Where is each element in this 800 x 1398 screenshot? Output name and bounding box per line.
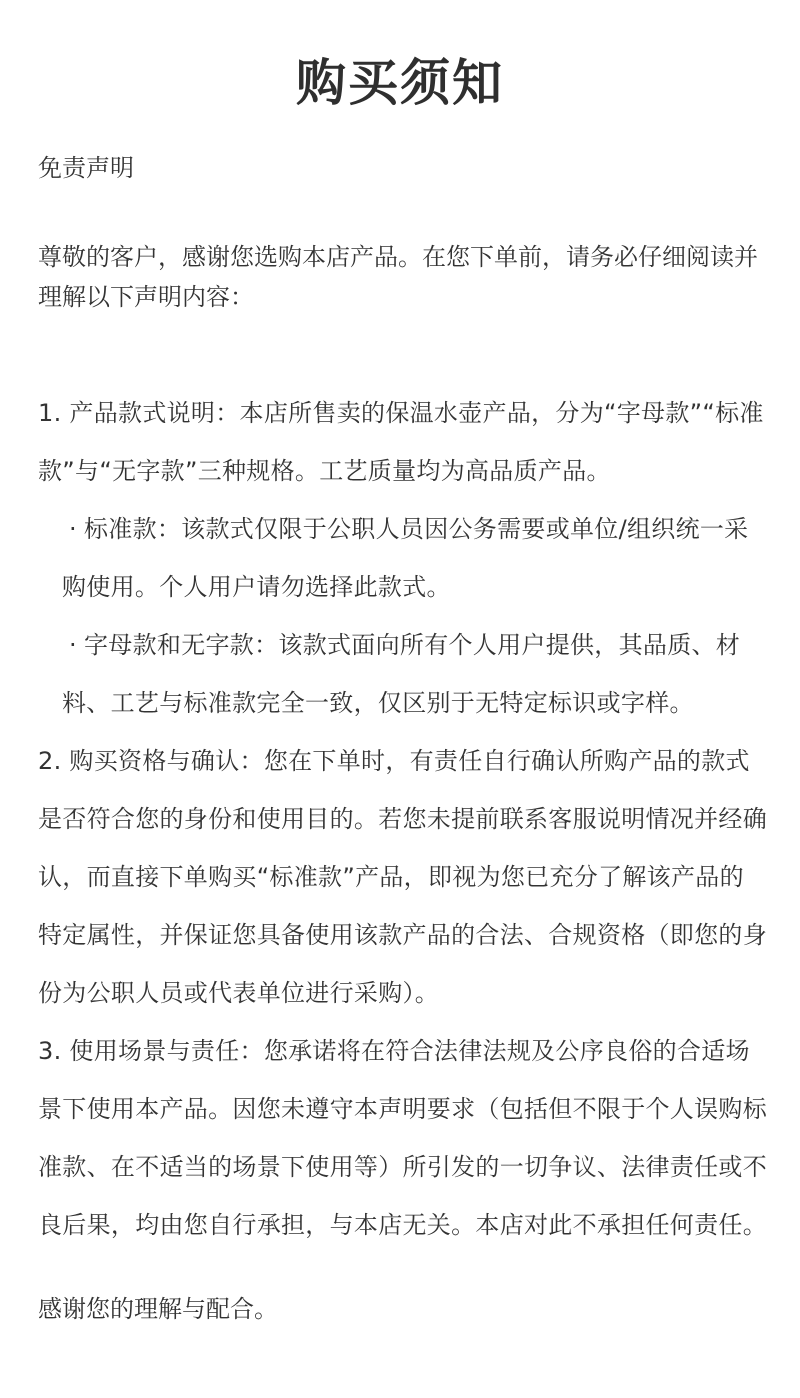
section-standard-model-text: 标准款：该款式仅限于公职人员因公务需要或单位/组织统一采购使用。个人用户请勿选择此款式。 — [62, 515, 749, 601]
intro-text: 尊敬的客户，感谢您选购本店产品。在您下单前，请务必仔细阅读并理解以下声明内容： — [38, 243, 758, 311]
section-letter-model-text: 字母款和无字款：该款式面向所有个人用户提供，其品质、材料、工艺与标准款完全一致，仅区别于无特定标识或字样。 — [62, 631, 741, 717]
section-standard-model — [38, 500, 768, 616]
bullet-dot-icon: · — [69, 631, 77, 659]
disclaimer-heading: 免责声明 — [38, 154, 134, 182]
section-letter-model — [38, 616, 768, 732]
intro-paragraph — [38, 237, 768, 317]
section-2: 2. 购买资格与确认：您在下单时，有责任自行确认所购产品的款式是否符合您的身份和使用目的。若您未提前联系客服说明情况并经确认，而直接下单购买“标准款”产品，即视为您已充分了解该产品的特定属性，并保证您具备使用该款产品的合法、合规资格（即您的身份为公职人员或代表单位进行采购）。 — [38, 747, 767, 1007]
page-title: 购买须知 — [296, 54, 504, 112]
bullet-dot-icon: · — [69, 515, 77, 543]
closing-paragraph — [38, 1289, 768, 1329]
section-1: 1. 产品款式说明：本店所售卖的保温水壶产品，分为“字母款”“标准款”与“无字款”三种规格。工艺质量均为高品质产品。 — [38, 399, 764, 485]
section-3: 3. 使用场景与责任：您承诺将在符合法律法规及公序良俗的合适场景下使用本产品。因您未遵守本声明要求（包括但不限于个人误购标准款、在不适当的场景下使用等）所引发的一切争议、法律责任或不良后果，均由您自行承担，与本店无关。本店对此不承担任何责任。 — [38, 1037, 767, 1239]
closing-text: 感谢您的理解与配合。 — [38, 1295, 278, 1323]
disclaimer-list — [38, 384, 768, 1254]
